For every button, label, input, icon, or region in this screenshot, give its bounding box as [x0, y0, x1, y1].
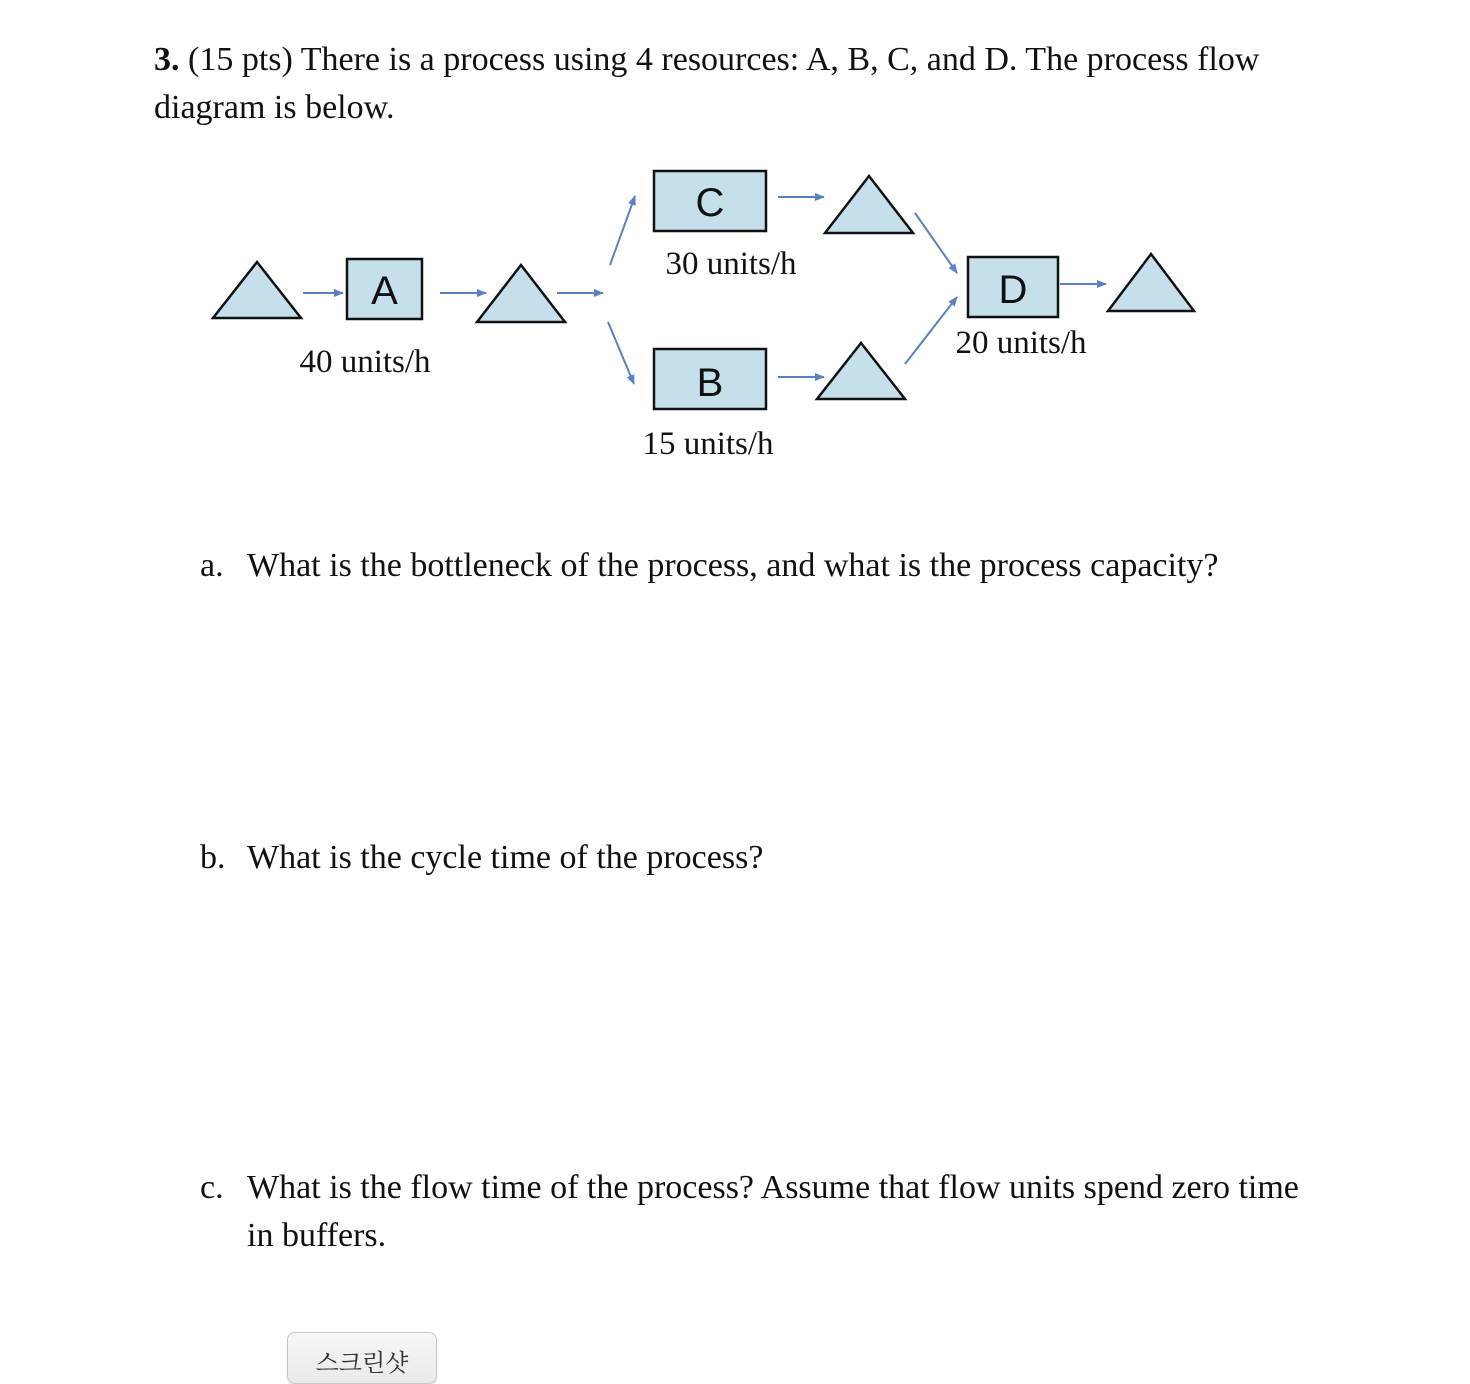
resource-d-letter: D [998, 268, 1028, 312]
resource-b-letter: B [696, 361, 724, 405]
flow-arrow-to-c [610, 196, 635, 265]
flow-arrow-to-b [608, 322, 634, 384]
question-b [200, 834, 1320, 882]
resource-c-rate: 30 units/h [665, 246, 797, 282]
problem-number: 3. [154, 41, 180, 78]
problem-points: (15 pts) [188, 41, 293, 78]
inventory-buffer-start [213, 262, 301, 318]
resource-a-letter: A [371, 269, 398, 313]
inventory-buffer-after-b [817, 343, 905, 399]
screenshot-button[interactable]: 스크린샷 [287, 1332, 437, 1384]
flow-arrow-c-buffer-to-d [915, 213, 957, 273]
inventory-buffer-after-a [477, 265, 565, 322]
question-b-text: What is the cycle time of the process? [247, 839, 764, 876]
question-a-text: What is the bottleneck of the process, and what is the process capacity? [247, 547, 1219, 584]
resource-d-rate: 20 units/h [955, 325, 1087, 361]
inventory-buffer-end [1108, 254, 1194, 311]
question-a-letter: a. [200, 547, 224, 584]
process-flow-diagram [0, 0, 1470, 520]
question-a [200, 542, 1320, 590]
problem-text: There is a process using 4 resources: A, B, C, and D. The process flow diagram is below. [154, 41, 1260, 126]
resource-a-rate: 40 units/h [299, 344, 431, 380]
question-c [200, 1164, 1320, 1260]
question-b-letter: b. [200, 839, 226, 876]
question-c-text: What is the flow time of the process? Assume that flow units spend zero time in buffers. [247, 1169, 1299, 1254]
resource-c-letter: C [695, 181, 725, 225]
flow-arrow-b-buffer-to-d [905, 297, 957, 364]
inventory-buffer-after-c [825, 176, 913, 233]
resource-b-rate: 15 units/h [642, 426, 774, 462]
question-c-letter: c. [200, 1169, 224, 1206]
